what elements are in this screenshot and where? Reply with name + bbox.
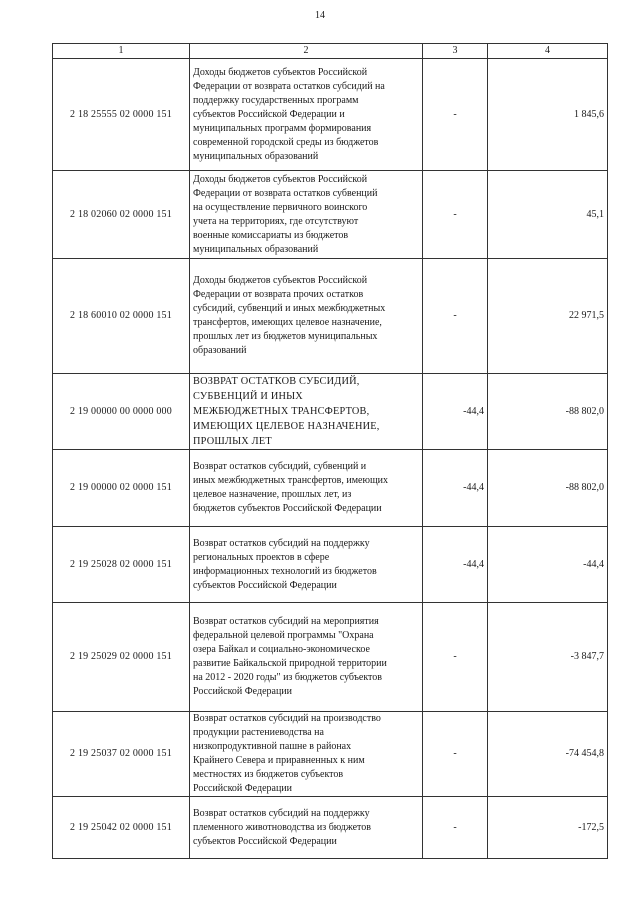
description-line: Российской Федерации [193, 783, 293, 794]
description-line: Возврат остатков субсидий на поддержку [193, 807, 370, 819]
table-header-row [53, 44, 608, 59]
description-cell [190, 603, 423, 712]
description-line: озера Байкал и социально-экономическое [193, 644, 370, 655]
budget-code-cell: 2 19 00000 02 0000 151 [53, 450, 190, 527]
column-3-value-cell: - [423, 797, 488, 859]
description-line: муниципальных образований [193, 243, 319, 255]
column-3-value-cell: -44,4 [423, 374, 488, 450]
description-line: местностях из бюджетов субъектов [193, 769, 344, 780]
table-row [53, 527, 608, 603]
column-3-value-cell: - [423, 59, 488, 171]
description-line: низкопродуктивной пашне в районах [193, 741, 352, 752]
description-cell [190, 797, 423, 859]
column-4-value-cell: -74 454,8 [488, 712, 608, 797]
description-line: бюджетов субъектов Российской Федерации [193, 503, 382, 514]
description-line: поддержку государственных программ [193, 94, 359, 106]
description-line: целевое назначение, прошлых лет, из [193, 489, 352, 500]
description-line: федеральной целевой программы "Охрана [193, 630, 374, 641]
description-cell [190, 527, 423, 603]
description-line: Крайнего Севера и приравненных к ним [193, 755, 365, 766]
description-cell [190, 374, 423, 450]
budget-code-cell: 2 18 60010 02 0000 151 [53, 259, 190, 374]
column-header-2: 2 [190, 44, 423, 59]
budget-code-cell: 2 19 00000 00 0000 000 [53, 374, 190, 450]
column-3-value-cell: -44,4 [423, 527, 488, 603]
description-line: Доходы бюджетов субъектов Российской [193, 66, 368, 78]
table-row [53, 374, 608, 450]
description-line: современной городской среды из бюджетов [193, 136, 379, 148]
column-3-value-cell: - [423, 171, 488, 259]
description-line: ИМЕЮЩИХ ЦЕЛЕВОЕ НАЗНАЧЕНИЕ, [193, 421, 380, 432]
table-row [53, 450, 608, 527]
table-row [53, 603, 608, 712]
description-line: региональных проектов в сфере [193, 551, 330, 563]
description-line: муниципальных образований [193, 150, 319, 162]
description-line: Федерации от возврата прочих остатков [193, 289, 364, 300]
column-3-value-cell: -44,4 [423, 450, 488, 527]
budget-table [52, 43, 608, 859]
description-line: СУБВЕНЦИЙ И ИНЫХ [193, 391, 303, 402]
budget-code-cell: 2 18 25555 02 0000 151 [53, 59, 190, 171]
column-4-value-cell: -172,5 [488, 797, 608, 859]
column-4-value-cell: -3 847,7 [488, 603, 608, 712]
description-line: Российской Федерации [193, 686, 293, 697]
description-line: учета на территориях, где отсутствуют [193, 215, 359, 227]
description-line: Возврат остатков субсидий на производство [193, 713, 381, 724]
budget-code-cell: 2 19 25042 02 0000 151 [53, 797, 190, 859]
description-line: МЕЖБЮДЖЕТНЫХ ТРАНСФЕРТОВ, [193, 406, 370, 417]
budget-code-cell: 2 19 25029 02 0000 151 [53, 603, 190, 712]
description-line: Федерации от возврата остатков субсидий на [193, 80, 385, 92]
description-line: субъектов Российской Федерации [193, 835, 337, 847]
description-line: субъектов Российской Федерации [193, 579, 337, 591]
description-line: субъектов Российской Федерации и [193, 108, 345, 120]
description-line: муниципальных программ формирования [193, 122, 372, 134]
column-3-value-cell: - [423, 603, 488, 712]
description-line: на 2012 - 2020 годы" из бюджетов субъектов [193, 672, 382, 683]
column-header-1: 1 [53, 44, 190, 59]
description-line: Возврат остатков субсидий на мероприятия [193, 616, 379, 627]
description-line: развитие Байкальской природной территории [193, 658, 387, 669]
description-line: Доходы бюджетов субъектов Российской [193, 173, 368, 185]
description-cell [190, 450, 423, 527]
table-row [53, 712, 608, 797]
description-line: иных межбюджетных трансфертов, имеющих [193, 475, 388, 486]
budget-code-cell: 2 19 25037 02 0000 151 [53, 712, 190, 797]
column-3-value-cell: - [423, 259, 488, 374]
description-cell [190, 59, 423, 171]
column-4-value-cell: 45,1 [488, 171, 608, 259]
table-row [53, 797, 608, 859]
description-line: племенного животноводства из бюджетов [193, 821, 372, 833]
column-4-value-cell: -44,4 [488, 527, 608, 603]
description-cell [190, 259, 423, 374]
column-3-value-cell: - [423, 712, 488, 797]
description-line: Возврат остатков субсидий, субвенций и [193, 461, 367, 472]
column-4-value-cell: -88 802,0 [488, 450, 608, 527]
column-4-value-cell: 1 845,6 [488, 59, 608, 171]
description-line: трансфертов, имеющих целевое назначение, [193, 317, 382, 328]
column-4-value-cell: -88 802,0 [488, 374, 608, 450]
description-cell [190, 712, 423, 797]
description-line: Федерации от возврата остатков субвенций [193, 187, 378, 199]
description-line: информационных технологий из бюджетов [193, 565, 377, 577]
description-line: на осуществление первичного воинского [193, 201, 368, 213]
description-line: Доходы бюджетов субъектов Российской [193, 275, 368, 286]
table-row [53, 171, 608, 259]
description-line: прошлых лет из бюджетов муниципальных [193, 331, 378, 342]
column-header-3: 3 [423, 44, 488, 59]
description-cell [190, 171, 423, 259]
table-row [53, 59, 608, 171]
description-line: Возврат остатков субсидий на поддержку [193, 537, 370, 549]
description-line: ПРОШЛЫХ ЛЕТ [193, 436, 272, 447]
budget-code-cell: 2 19 25028 02 0000 151 [53, 527, 190, 603]
description-line: продукции растениеводства на [193, 727, 324, 738]
column-header-4: 4 [488, 44, 608, 59]
page-number: 14 [315, 10, 325, 21]
budget-code-cell: 2 18 02060 02 0000 151 [53, 171, 190, 259]
description-line: субсидий, субвенций и иных межбюджетных [193, 303, 386, 314]
description-line: ВОЗВРАТ ОСТАТКОВ СУБСИДИЙ, [193, 376, 360, 387]
description-line: военные комиссариаты из бюджетов [193, 229, 349, 241]
table-row [53, 259, 608, 374]
description-line: образований [193, 345, 247, 356]
table-body [53, 59, 608, 859]
column-4-value-cell: 22 971,5 [488, 259, 608, 374]
